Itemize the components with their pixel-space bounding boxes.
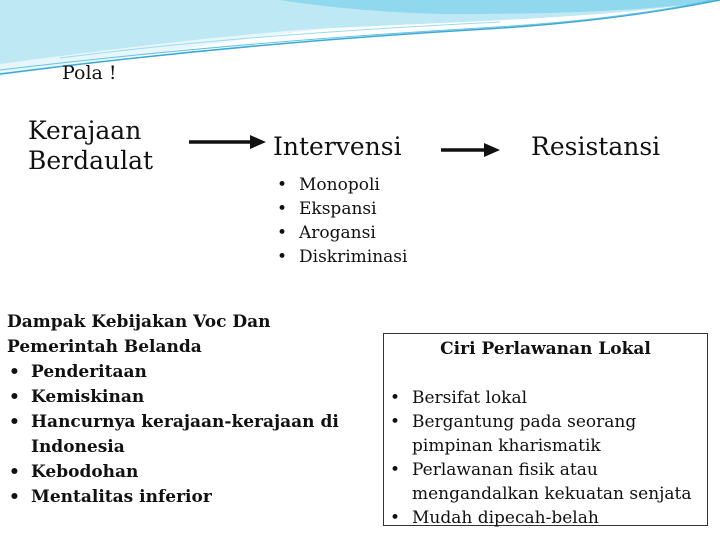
- ciri-title: Ciri Perlawanan Lokal: [440, 339, 651, 359]
- list-item: • Kemiskinan: [7, 385, 352, 410]
- list-item: • Diskriminasi: [275, 245, 407, 269]
- list-item: • Mentalitas inferior: [7, 485, 352, 510]
- right-arrow-icon: [188, 134, 268, 150]
- list-item: • Kebodohan: [7, 460, 352, 485]
- flow-start-line1: Kerajaan: [28, 116, 142, 145]
- flow-end-resistansi: Resistansi: [531, 132, 661, 161]
- list-item: • Penderitaan: [7, 360, 352, 385]
- dampak-list: [7, 360, 352, 510]
- ciri-list: [388, 386, 706, 530]
- list-item: • Monopoli: [275, 173, 407, 197]
- flow-middle-intervensi: Intervensi: [273, 132, 402, 161]
- pattern-label: Pola !: [62, 62, 117, 84]
- dampak-section: [7, 310, 352, 510]
- list-item: • Perlawanan fisik atau mengandalkan kekuatan senjata: [388, 458, 706, 506]
- list-item: • Bergantung pada seorang pimpinan kharismatik: [388, 410, 706, 458]
- ciri-perlawanan-box: [383, 333, 708, 526]
- list-item: • Mudah dipecah-belah: [388, 506, 706, 530]
- list-item: • Hancurnya kerajaan-kerajaan di Indonesia: [7, 410, 352, 460]
- dampak-title-line1: Dampak Kebijakan Voc Dan: [7, 312, 271, 332]
- flow-start-kerajaan-berdaulat: [28, 116, 153, 176]
- list-item: • Ekspansi: [275, 197, 407, 221]
- list-item: • Bersifat lokal: [388, 386, 706, 410]
- right-arrow-icon: [440, 142, 502, 158]
- dampak-title-line2: Pemerintah Belanda: [7, 337, 202, 357]
- list-item: • Arogansi: [275, 221, 407, 245]
- flow-start-line2: Berdaulat: [28, 146, 154, 175]
- intervensi-list: [275, 173, 407, 269]
